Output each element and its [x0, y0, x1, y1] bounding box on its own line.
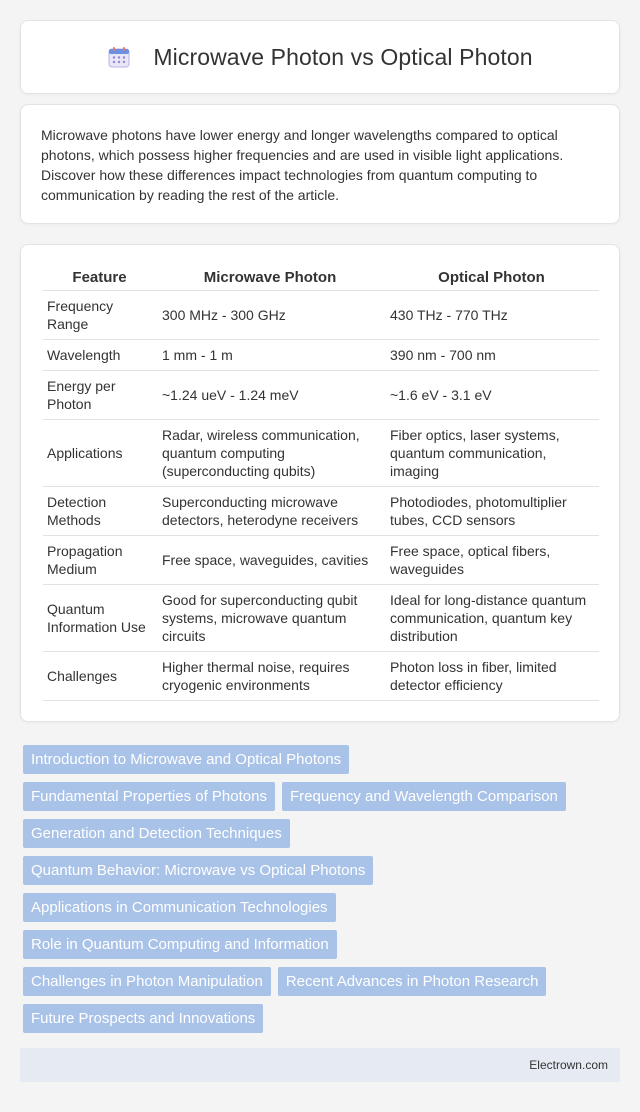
table-cell-microwave: 1 mm - 1 m [156, 340, 384, 371]
tag-link[interactable]: Applications in Communication Technologies [23, 893, 336, 922]
table-cell-microwave: Radar, wireless communication, quantum computing (superconducting qubits) [156, 420, 384, 487]
table-cell-feature: Frequency Range [43, 291, 156, 340]
table-cell-optical: 430 THz - 770 THz [384, 291, 599, 340]
table-cell-microwave: Free space, waveguides, cavities [156, 536, 384, 585]
tag-link[interactable]: Future Prospects and Innovations [23, 1004, 263, 1033]
table-cell-microwave: Higher thermal noise, requires cryogenic environments [156, 652, 384, 701]
table-row [43, 371, 599, 420]
tag-row [23, 819, 613, 848]
comparison-table-card [20, 244, 620, 722]
tag-row [23, 967, 613, 996]
table-row [43, 536, 599, 585]
tag-link[interactable]: Role in Quantum Computing and Information [23, 930, 337, 959]
table-cell-feature: Propagation Medium [43, 536, 156, 585]
tag-row [23, 745, 613, 774]
tag-row [23, 782, 613, 811]
table-header-row [43, 265, 599, 291]
table-header-feature: Feature [43, 265, 156, 291]
tag-link[interactable]: Recent Advances in Photon Research [278, 967, 547, 996]
table-cell-feature: Energy per Photon [43, 371, 156, 420]
table-row [43, 340, 599, 371]
table-row [43, 487, 599, 536]
tag-row [23, 893, 613, 922]
tag-row [23, 930, 613, 959]
table-cell-microwave: Good for superconducting qubit systems, microwave quantum circuits [156, 585, 384, 652]
tag-link[interactable]: Challenges in Photon Manipulation [23, 967, 271, 996]
table-cell-feature: Wavelength [43, 340, 156, 371]
topic-tags [23, 745, 613, 1041]
footer-site[interactable]: Electrown.com [529, 1058, 608, 1072]
table-header-optical: Optical Photon [384, 265, 599, 291]
tag-link[interactable]: Frequency and Wavelength Comparison [282, 782, 566, 811]
intro-text: Microwave photons have lower energy and longer wavelengths compared to optical photons, which possess higher frequencies and are used in visible light applications. Discover how these differences impact technologies from quantum computing to communication by reading the rest of the article. [41, 127, 564, 203]
header-card [20, 20, 620, 94]
table-row [43, 652, 599, 701]
table-row [43, 420, 599, 487]
tag-link[interactable]: Quantum Behavior: Microwave vs Optical Photons [23, 856, 373, 885]
footer [20, 1048, 620, 1082]
tag-row [23, 1004, 613, 1033]
table-cell-optical: Ideal for long-distance quantum communication, quantum key distribution [384, 585, 599, 652]
table-cell-feature: Quantum Information Use [43, 585, 156, 652]
table-cell-optical: Free space, optical fibers, waveguides [384, 536, 599, 585]
tag-row [23, 856, 613, 885]
intro-card [20, 104, 620, 224]
tag-link[interactable]: Introduction to Microwave and Optical Photons [23, 745, 349, 774]
tag-link[interactable]: Generation and Detection Techniques [23, 819, 290, 848]
table-cell-microwave: 300 MHz - 300 GHz [156, 291, 384, 340]
table-cell-feature: Challenges [43, 652, 156, 701]
title-wrap [107, 44, 532, 71]
table-cell-optical: Fiber optics, laser systems, quantum communication, imaging [384, 420, 599, 487]
table-header-microwave: Microwave Photon [156, 265, 384, 291]
calendar-icon [107, 45, 131, 69]
table-row [43, 585, 599, 652]
table-row [43, 291, 599, 340]
table-cell-optical: Photon loss in fiber, limited detector efficiency [384, 652, 599, 701]
table-cell-microwave: Superconducting microwave detectors, heterodyne receivers [156, 487, 384, 536]
table-cell-optical: Photodiodes, photomultiplier tubes, CCD sensors [384, 487, 599, 536]
table-cell-feature: Applications [43, 420, 156, 487]
table-cell-feature: Detection Methods [43, 487, 156, 536]
table-cell-optical: ~1.6 eV - 3.1 eV [384, 371, 599, 420]
table-cell-optical: 390 nm - 700 nm [384, 340, 599, 371]
tag-link[interactable]: Fundamental Properties of Photons [23, 782, 275, 811]
page-title: Microwave Photon vs Optical Photon [153, 43, 533, 70]
comparison-table [43, 265, 599, 701]
table-cell-microwave: ~1.24 ueV - 1.24 meV [156, 371, 384, 420]
